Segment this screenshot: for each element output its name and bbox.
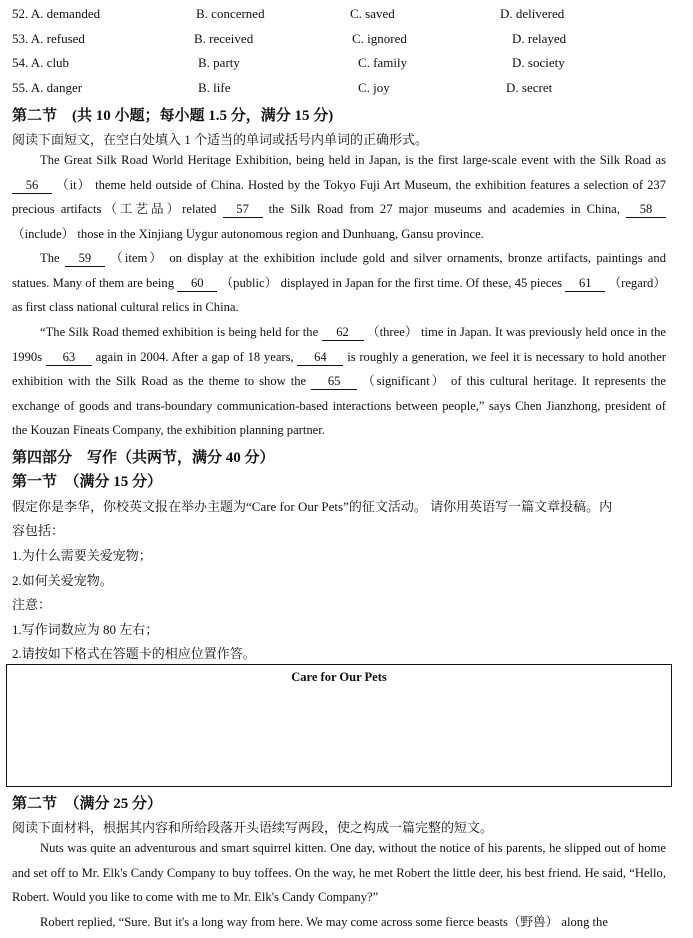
passage-text: The Great Silk Road World Heritage Exhibition, being held in Japan, is the first large-scale event with the Silk Road as [40,153,666,167]
option-d: D. society [512,55,565,70]
note-item-2: 2.请按如下格式在答题卡的相应位置作答。 [12,646,256,661]
blank-61: 61 [565,275,605,292]
sec2-instruction: 阅读下面材料，根据其内容和所给段落开头语续写两段，使之构成一篇完整的短文。 [12,820,494,835]
blank-64: 64 [297,349,343,366]
passage-text: is roughly a generation, we feel it is necessary to hold another exhibition with the Silk Road as the theme to show the [12,349,666,389]
part4-sec1-heading: 第一节 （满分 15 分） [12,474,163,490]
passage-text: the Silk Road from 27 major museums and academies in China, [262,202,626,217]
sec1-prompt: 假定你是李华，你校英文报在举办主题为“Care for Our Pets”的征文活动。 请你用英语写一篇文章投稿。内 [12,499,613,514]
passage-text: （item） on display at the exhibition include gold and silver ornaments, bronze artifacts, paintings and statues. Many of them are being [12,251,666,290]
option-a: 53. A. refused [12,31,85,46]
content-item-2: 2.如何关爱宠物。 [12,573,113,588]
essay-title: Care for Our Pets [291,670,387,684]
passage-text: （include） those in the Xinjiang Uygur autonomous region and Dunhuang, Gansu province. [12,226,484,241]
story-paragraph-1: Nuts was quite an adventurous and smart squirrel kitten. One day, without the notice of his parents, he slipped out of home and set off to Mr. Elk's Candy Company to buy toffees. On the way, he met Robert the little deer, his best friend. He said, “Hello, Robert. Would you like to come with me to Mr. Elk's Candy Company?” [12,841,666,905]
option-row-55 [0,80,693,100]
passage-text: （regard） as first class national cultural relics in China. [12,275,666,315]
option-c: C. ignored [352,31,407,46]
option-d: D. secret [506,80,553,95]
option-b: B. party [198,55,240,70]
cloze-paragraph-1 [12,148,666,246]
option-row-52 [0,6,693,26]
option-c: C. family [358,55,408,70]
part4-sec2-heading: 第二节 （满分 25 分） [12,796,163,812]
content-item-1: 1.为什么需要关爱宠物； [12,548,152,563]
story-paragraph-2: Robert replied, “Sure. But it's a long way from here. We may come across some fierce beasts（野兽） along the [40,915,608,929]
blank-65: 65 [311,373,357,390]
option-b: B. received [194,31,254,46]
passage-text: （significant） of this cultural heritage. It represents the exchange of goods and trans-boundary communication-based interactions between people,” says Chen Jianzhong, president of the Kouzan Fineats Company, the exhibition planning partner. [12,374,666,438]
blank-63: 63 [46,349,92,366]
section2-heading: 第二节 (共 10 小题；每小题 1.5 分，满分 15 分) [12,108,334,124]
passage-text: （it） theme held outside of China. Hosted by the Tokyo Fuji Art Museum, the exhibition features a selection of 237 precious artifacts（工艺品）related [12,177,666,217]
option-b: B. concerned [196,6,265,21]
passage-text: “The Silk Road themed exhibition is being held for the [40,325,322,339]
option-row-54 [0,55,693,75]
option-c: C. saved [350,6,395,21]
essay-answer-box [6,664,672,787]
blank-62: 62 [322,324,364,341]
option-a: 54. A. club [12,55,70,70]
option-d: D. delivered [500,6,565,21]
passage-text: （public） displayed in Japan for the first time. Of these, 45 pieces [217,275,566,290]
sec1-prompt-cont: 容包括： [12,523,65,538]
cloze-paragraph-2 [12,246,666,320]
option-a: 52. A. demanded [12,6,101,21]
option-b: B. life [198,80,231,95]
note-label: 注意： [12,597,52,612]
option-row-53 [0,31,693,51]
blank-56: 56 [12,177,52,194]
blank-59: 59 [65,250,105,267]
option-c: C. joy [358,80,390,95]
note-item-1: 1.写作词数应为 80 左右； [12,622,159,637]
cloze-paragraph-3 [12,320,666,443]
blank-58: 58 [626,201,666,218]
passage-text: （three） time in Japan. It was previously held once in the 1990s [12,325,667,364]
part4-heading: 第四部分 写作（共两节，满分 40 分） [12,450,275,466]
blank-57: 57 [223,201,263,218]
option-a: 55. A. danger [12,80,83,95]
passage-text: The [40,251,65,265]
option-d: D. relayed [512,31,567,46]
passage-text: again in 2004. After a gap of 18 years, [91,349,298,364]
blank-60: 60 [177,275,217,292]
section2-instruction: 阅读下面短文，在空白处填入 1 个适当的单词或括号内单词的正确形式。 [12,132,429,147]
